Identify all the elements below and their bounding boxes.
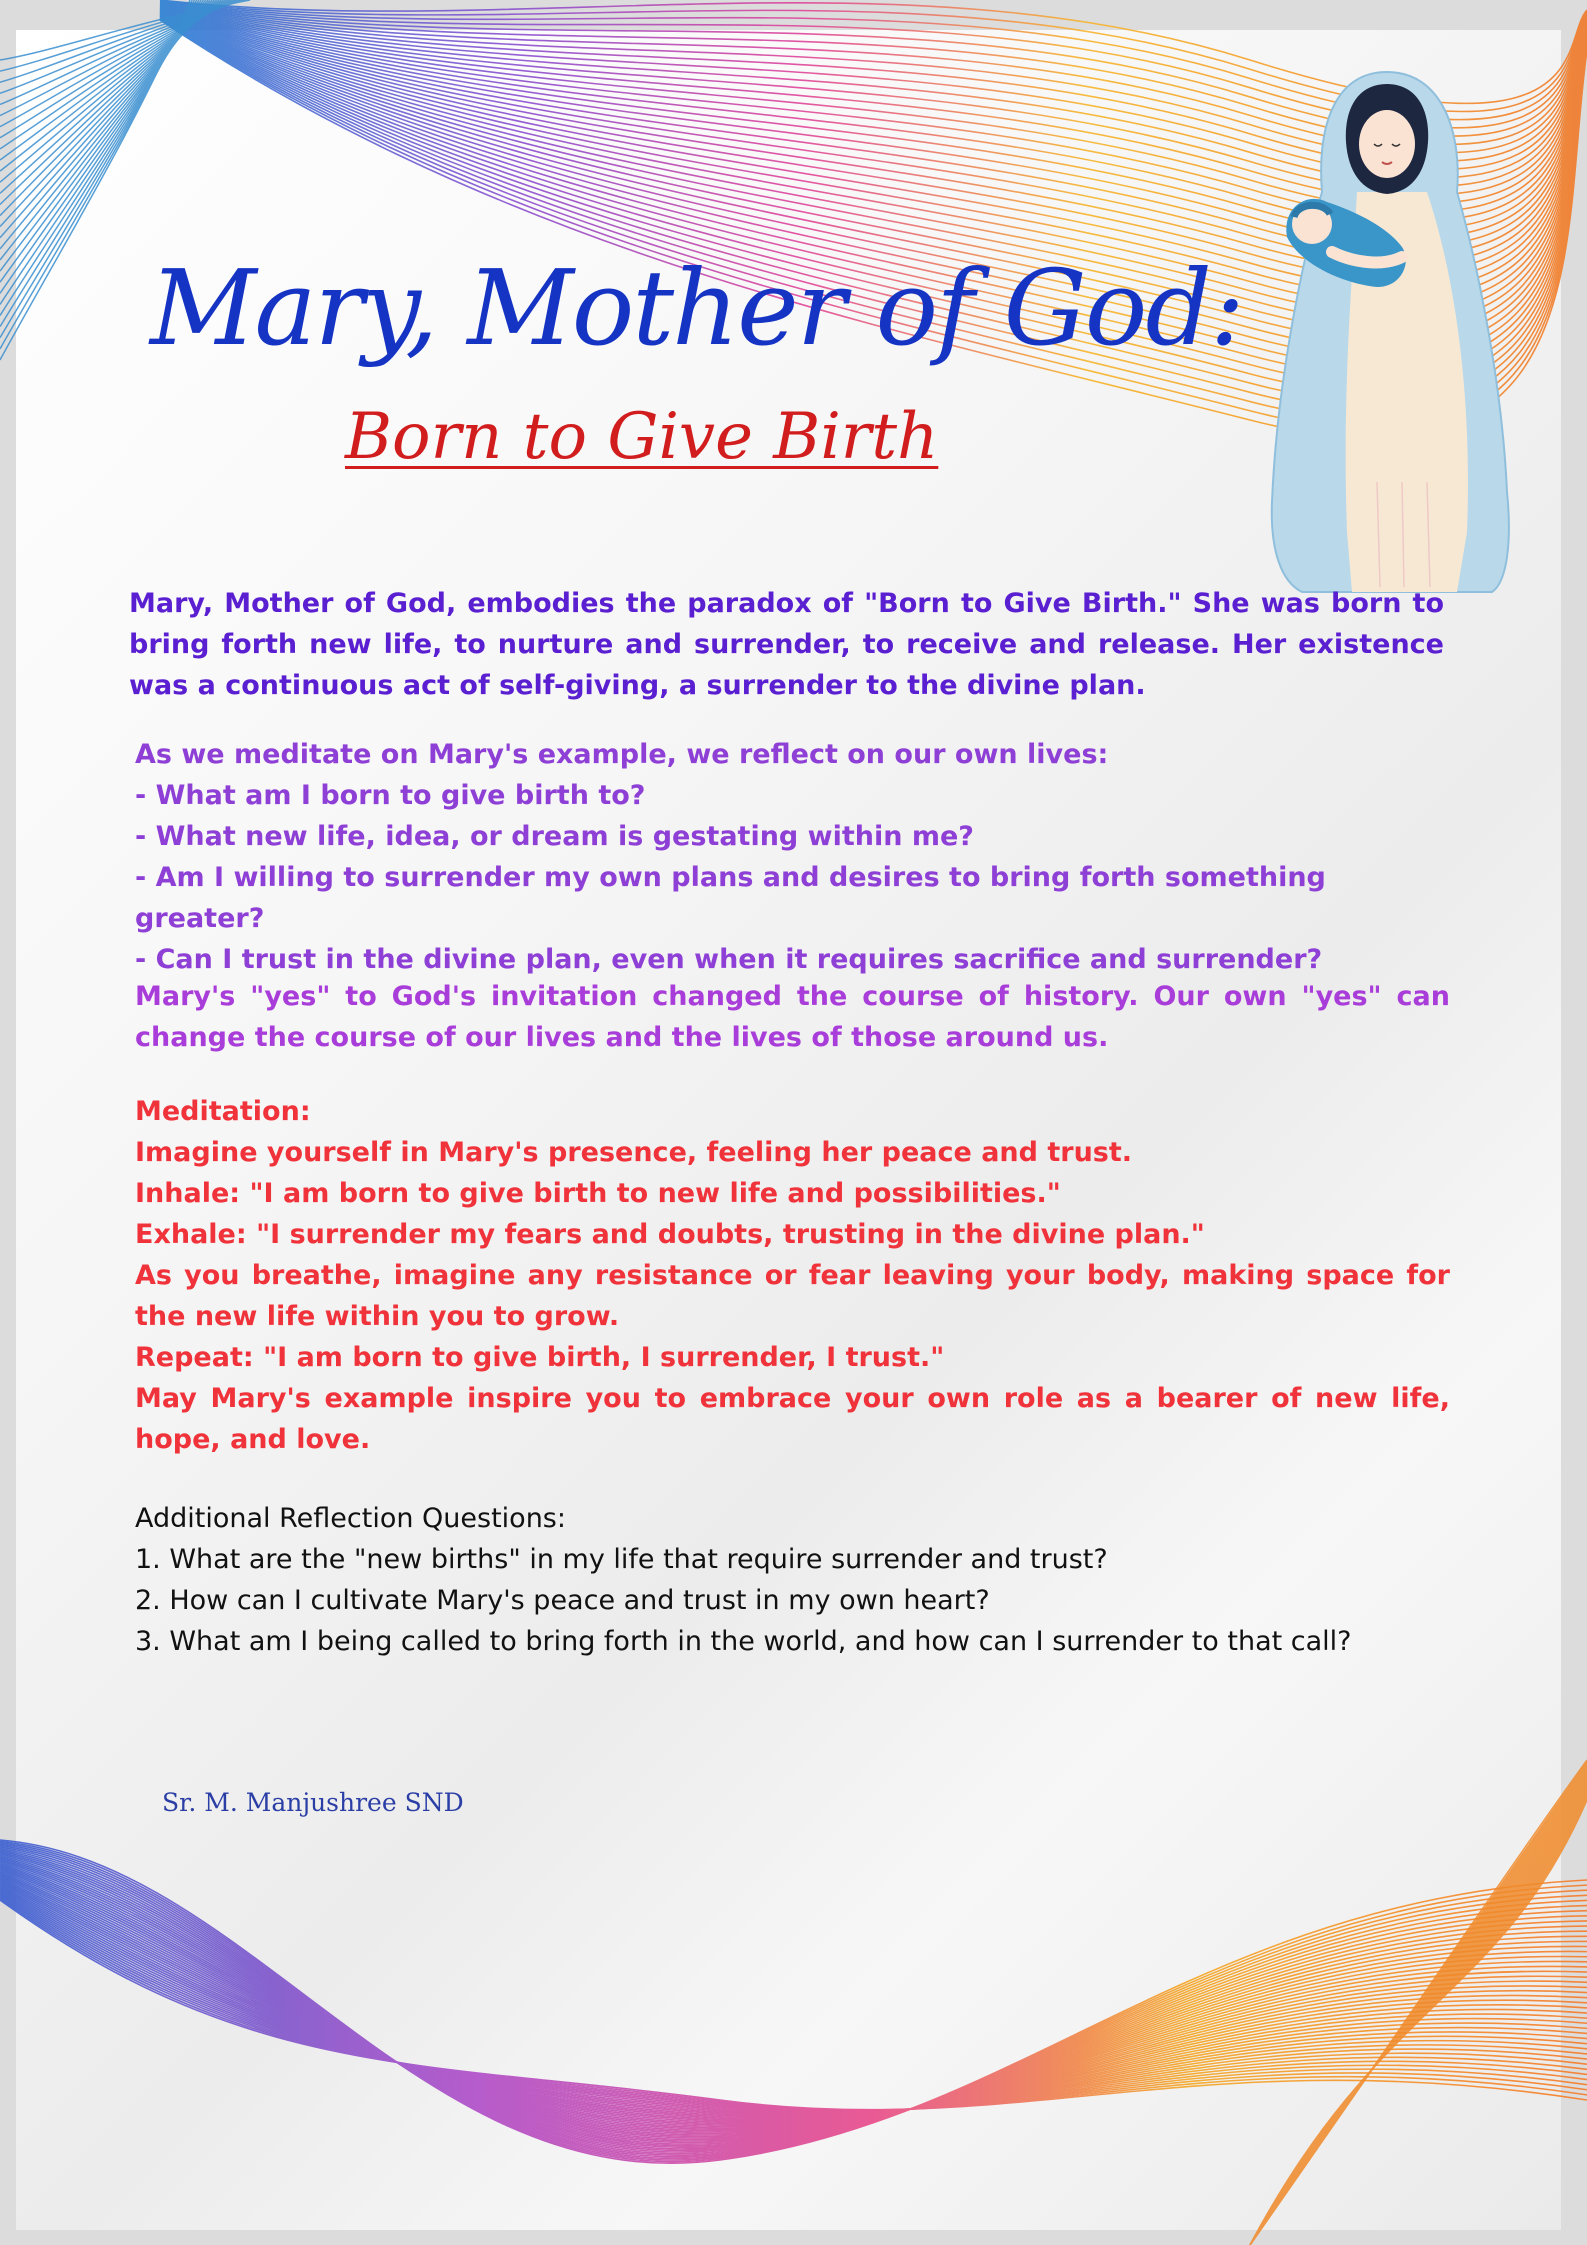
- author-signature: Sr. M. Manjushree SND: [162, 1788, 464, 1817]
- reflection-question: - What am I born to give birth to?: [135, 780, 646, 811]
- additional-questions-section: [135, 1498, 1450, 1662]
- reflection-question: - Am I willing to surrender my own plans and desires to bring forth something greater?: [135, 862, 1326, 934]
- meditation-line: Repeat: "I am born to give birth, I surrender, I trust.": [135, 1342, 945, 1373]
- additional-heading: Additional Reflection Questions:: [135, 1503, 566, 1534]
- reflection-question: - Can I trust in the divine plan, even when it requires sacrifice and surrender?: [135, 944, 1323, 975]
- page-title: Mary, Mother of God:: [150, 247, 1243, 369]
- additional-question: 3. What am I being called to bring forth in the world, and how can I surrender to that call?: [135, 1626, 1352, 1657]
- meditation-line: Imagine yourself in Mary's presence, feeling her peace and trust.: [135, 1137, 1133, 1168]
- reflection-question: - What new life, idea, or dream is gestating within me?: [135, 821, 974, 852]
- page-subtitle: Born to Give Birth: [345, 400, 939, 474]
- yes-paragraph: Mary's "yes" to God's invitation changed the course of history. Our own "yes" can change the course of our lives and the lives of those around us.: [135, 981, 1450, 1053]
- additional-question: 2. How can I cultivate Mary's peace and trust in my own heart?: [135, 1585, 990, 1616]
- meditation-line: Exhale: "I surrender my fears and doubts, trusting in the divine plan.": [135, 1219, 1205, 1250]
- additional-question: 1. What are the "new births" in my life that require surrender and trust?: [135, 1544, 1108, 1575]
- meditation-line: May Mary's example inspire you to embrace your own role as a bearer of new life, hope, and love.: [135, 1383, 1450, 1455]
- reflection-lead: As we meditate on Mary's example, we reflect on our own lives:: [135, 739, 1109, 770]
- meditation-line: Inhale: "I am born to give birth to new life and possibilities.": [135, 1178, 1061, 1209]
- meditation-section: [135, 1091, 1450, 1460]
- intro-paragraph: Mary, Mother of God, embodies the paradox of "Born to Give Birth." She was born to bring forth new life, to nurture and surrender, to receive and release. Her existence was a continuous act of self-giving, a surrender to the divine plan.: [129, 588, 1444, 701]
- reflection-section: [135, 734, 1450, 980]
- meditation-heading: Meditation:: [135, 1096, 311, 1127]
- meditation-line: As you breathe, imagine any resistance or fear leaving your body, making space for the new life within you to grow.: [135, 1260, 1450, 1332]
- mary-and-child-illustration: [1262, 62, 1512, 602]
